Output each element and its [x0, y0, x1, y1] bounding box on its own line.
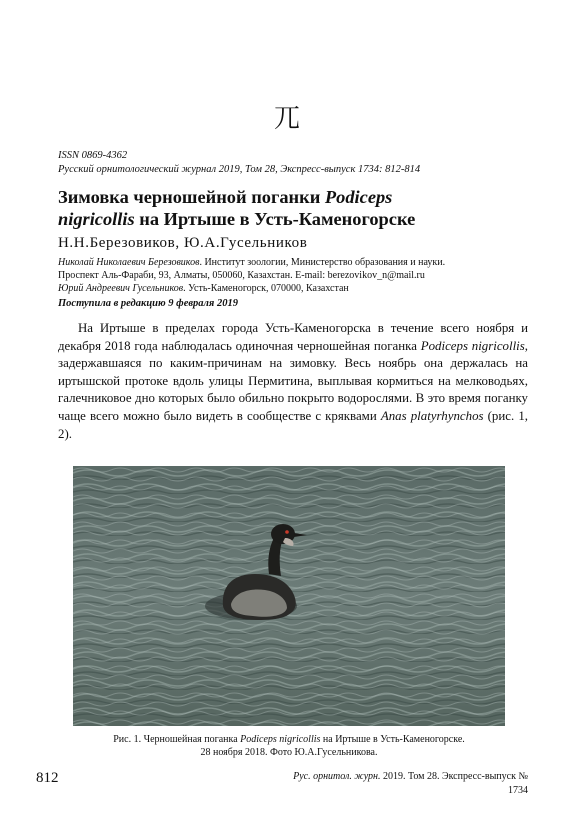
issn: ISSN 0869-4362 — [58, 150, 128, 161]
paragraph — [58, 320, 528, 443]
caption-suffix: на Иртыше в Усть-Каменогорске. — [320, 734, 465, 745]
body-text-3: (рис. 1, 2). — [58, 408, 528, 441]
page-number: 812 — [36, 770, 59, 786]
journal-meta — [58, 149, 420, 176]
affiliation-1-address: Проспект Аль-Фараби, 93, Алматы, 050060, Казахстан. E-mail: berezovikov_n@mail.ru — [58, 270, 425, 281]
footer-rest: 2019. Том 28. Экспресс-выпуск № 1734 — [380, 771, 528, 796]
author-2-name: Юрий Андреевич Гусельников — [58, 283, 184, 294]
body-text-2: , задержавшаяся по каким-причинам на зимовку. Весь ноябрь она держалась на иртышской протоке вдоль улицы Пермитина, выплывая кормиться на мелководьях, галечниковое дно которых было обильно покрыто водорослями. В это время поганку чаще всего можно было видеть в сообществе с кряквами — [58, 338, 528, 423]
affiliation-2-address: . Усть-Каменогорск, 070000, Казахстан — [183, 283, 349, 294]
author-1-name: Николай Николаевич Березовиков — [58, 257, 200, 268]
title-text-1: Зимовка черношейной поганки — [58, 187, 325, 207]
figure-photo — [73, 466, 505, 726]
caption-prefix: Рис. 1. Черношейная поганка — [113, 734, 241, 745]
caption-line-2: 28 ноября 2018. Фото Ю.А.Гусельникова. — [200, 747, 378, 758]
affiliations — [58, 256, 538, 295]
article-title — [58, 186, 528, 230]
species-name-2: Anas platyrhynchos — [380, 408, 484, 423]
received-date: Поступила в редакцию 9 февраля 2019 — [58, 298, 238, 309]
grebe-photo — [73, 466, 505, 726]
footer-journal — [285, 770, 528, 798]
article-body — [58, 320, 528, 443]
affiliation-2 — [58, 282, 538, 295]
title-epithet: nigricollis — [58, 209, 135, 229]
affiliation-1-institution: . Институт зоологии, Министерство образования и науки. — [199, 257, 446, 268]
journal-citation: Русский орнитологический журнал 2019, Том 28, Экспресс-выпуск 1734: 812-814 — [58, 163, 421, 175]
caption-species: Podiceps nigricollis — [240, 734, 321, 745]
body-text-1: На Иртыше в пределах города Усть-Каменогорска в течение всего ноября и декабря 2018 года наблюдалась одиночная черношейная поганка — [58, 321, 528, 353]
title-genus: Podiceps — [324, 187, 393, 207]
ornament-icon: ⺎ — [273, 104, 306, 133]
title-text-2: на Иртыше в Усть-Каменогорске — [134, 209, 416, 229]
authors: Н.Н.Березовиков, Ю.А.Гусельников — [58, 235, 308, 251]
figure-caption — [73, 733, 505, 759]
affiliation-1 — [58, 256, 538, 269]
caption-line-1 — [73, 733, 505, 746]
footer-journal-abbr: Рус. орнитол. журн. — [293, 771, 381, 782]
species-name: Podiceps nigricollis — [420, 338, 525, 353]
